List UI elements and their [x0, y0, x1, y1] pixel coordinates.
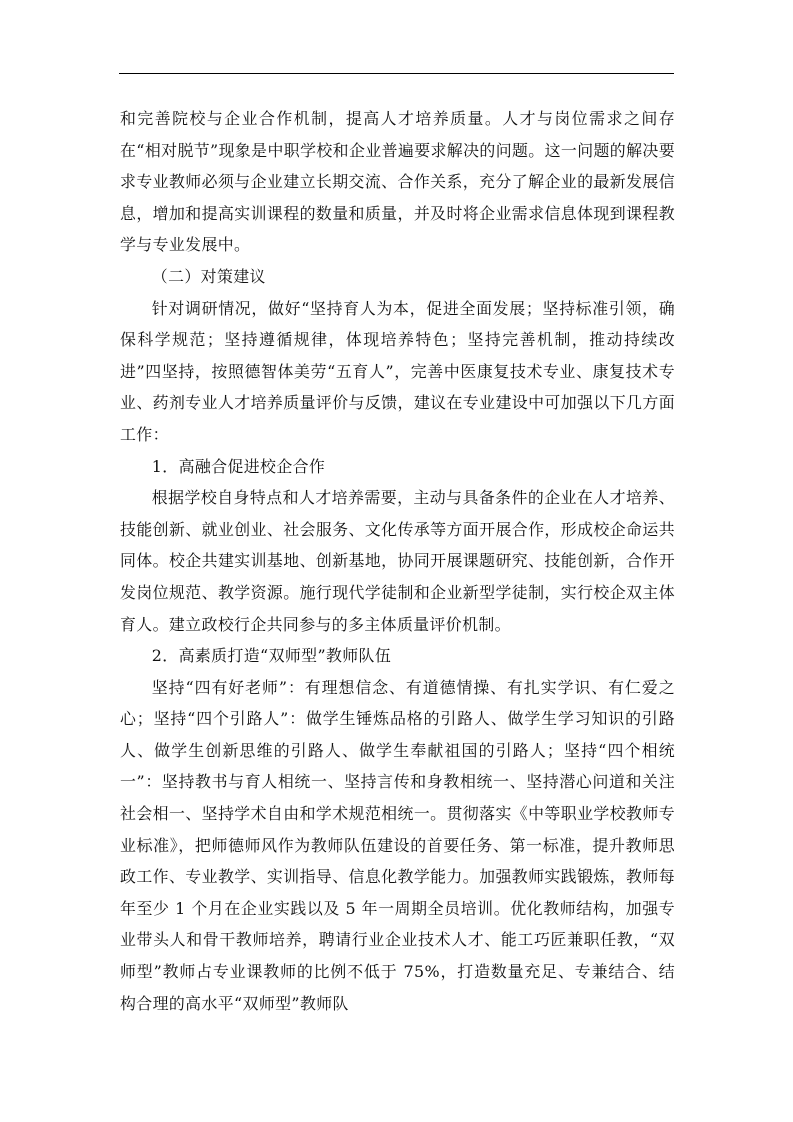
paragraph-four-persistences: 针对调研情况，做好“坚持育人为本，促进全面发展；坚持标准引领，确保科学规范；坚持遵循规律，体现培养特色；坚持完善机制，推动持续改进”四坚持，按照德智体美劳“五育人”，完善中医康复技术专业、康复技术专业、药剂专业人才培养质量评价与反馈，建议在专业建设中可加强以下几方面工作：: [120, 298, 675, 444]
subheading-school-enterprise-cooperation: 1．高融合促进校企合作: [151, 456, 326, 476]
paragraph-continuation: 和完善院校与企业合作机制，提高人才培养质量。人才与岗位需求之间存在“相对脱节”现象是中职学校和企业普遍要求解决的问题。这一问题的解决要求专业教师必须与企业建立长期交流、合作关系，充分了解企业的最新发展信息，增加和提高实训课程的数量和质量，并及时将企业需求信息体现到课程教学与专业发展中。: [120, 109, 675, 255]
paragraph-school-enterprise-cooperation: 根据学校自身特点和人才培养需要，主动与具备条件的企业在人才培养、技能创新、就业创业、社会服务、文化传承等方面开展合作，形成校企命运共同体。校企共建实训基地、创新基地，协同开展课题研究、技能创新，合作开发岗位规范、教学资源。施行现代学徒制和企业新型学徒制，实行校企双主体育人。建立政校行企共同参与的多主体质量评价机制。: [120, 488, 675, 634]
header-rule: [119, 73, 674, 74]
subheading-dual-qualified-teachers: 2．高素质打造“双师型”教师队伍: [151, 646, 392, 666]
page-body: [120, 103, 675, 1019]
paragraph-dual-qualified-teachers: 坚持“四有好老师”：有理想信念、有道德情操、有扎实学识、有仁爱之心；坚持“四个引路人”：做学生锤炼品格的引路人、做学生学习知识的引路人、做学生创新思维的引路人、做学生奉献祖国的引路人；坚持“四个相统一”：坚持教书与育人相统一、坚持言传和身教相统一、坚持潜心问道和关注社会相一、坚持学术自由和学术规范相统一。贯彻落实《中等职业学校教师专业标准》，把师德师风作为教师队伍建设的首要任务、第一标准，提升教师思政工作、专业教学、实训指导、信息化教学能力。加强教师实践锻炼，教师每年至少 1 个月在企业实践以及 5 年一周期全员培训。优化教师结构，加强专业带头人和骨干教师培养，聘请行业企业技术人才、能工巧匠兼职任教，“双师型”教师占专业课教师的比例不低于 75%，打造数量充足、专兼结合、结构合理的高水平“双师型”教师队: [120, 677, 675, 1013]
section-heading-countermeasures: （二）对策建议: [151, 266, 266, 286]
